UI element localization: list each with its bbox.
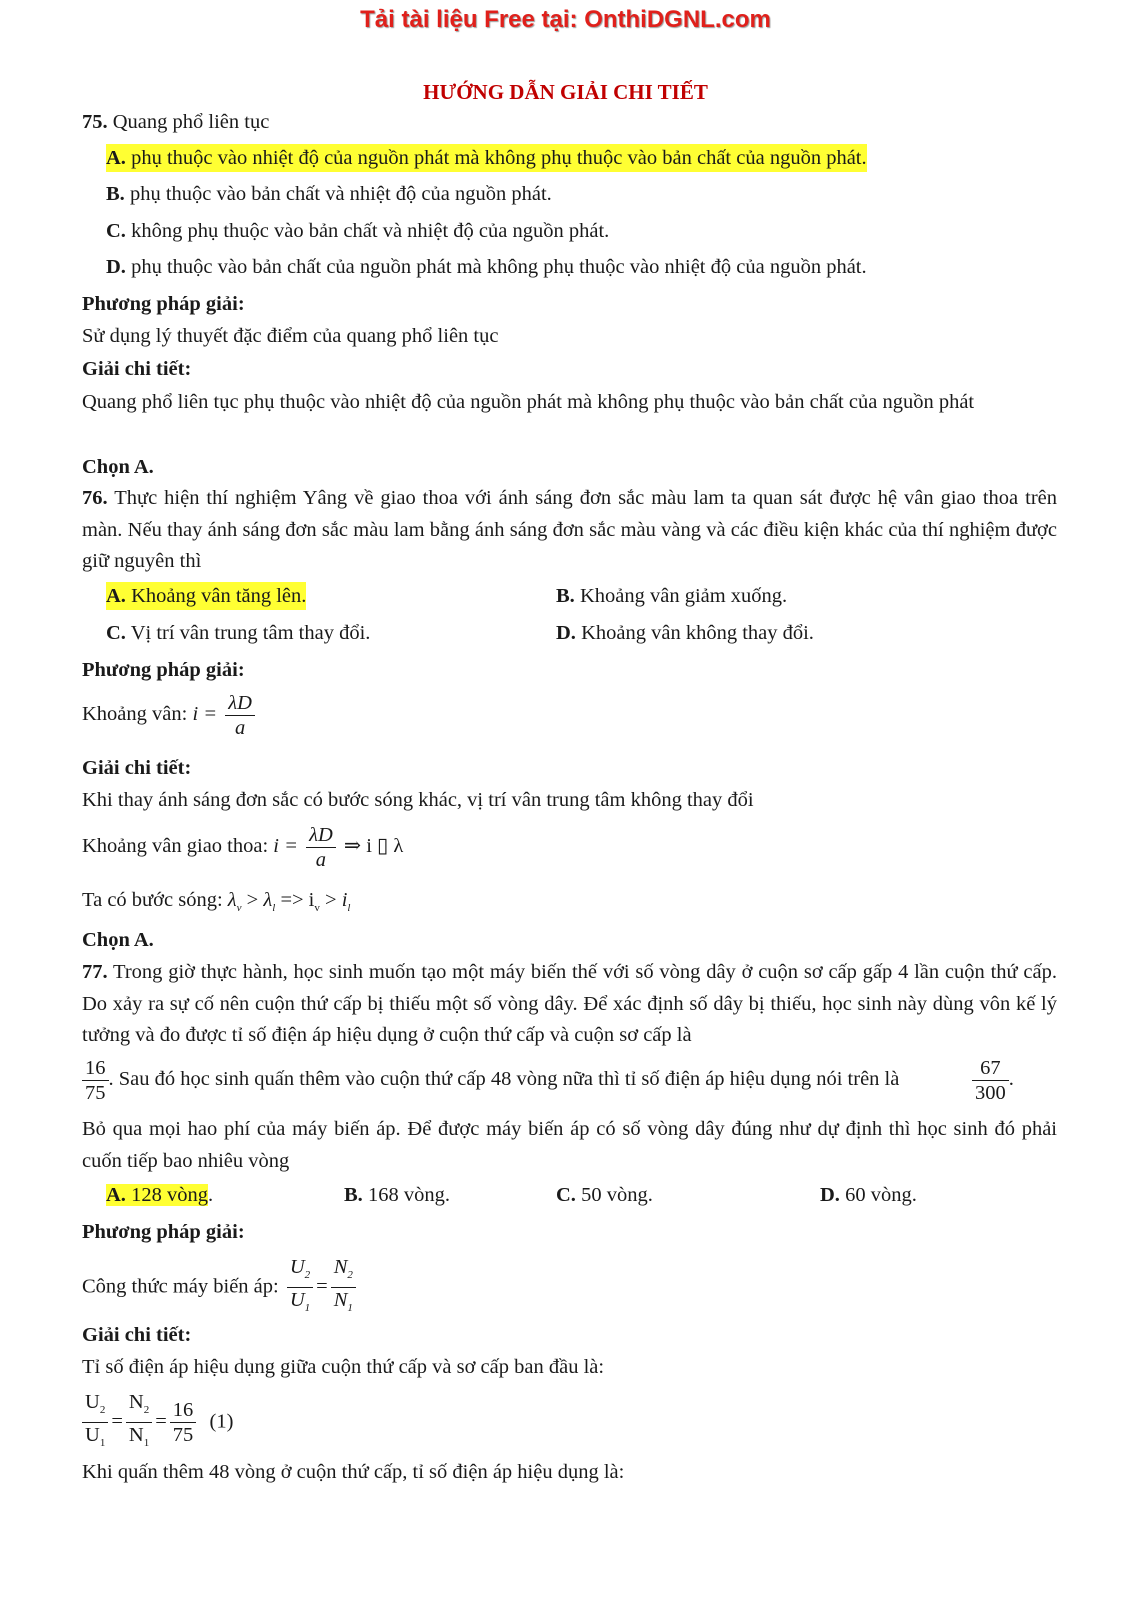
q75-text: Quang phổ liên tục <box>112 111 270 133</box>
q76-method-heading <box>82 656 245 684</box>
q77-detail-line1: Tỉ số điện áp hiệu dụng giữa cuộn thứ cấp và sơ cấp ban đầu là: <box>82 1356 605 1378</box>
q77-formula-n-fraction <box>331 1255 356 1320</box>
q75-question <box>82 108 269 136</box>
q76-formula-label: Khoảng vân: <box>82 703 188 725</box>
q76-i-l: i <box>341 889 348 911</box>
q76-detail-line2-label: Khoảng vân giao thoa: <box>82 835 269 857</box>
q77-u1-sub: 1 <box>304 1302 311 1315</box>
q77-ratio2-num: 67 <box>972 1056 1009 1081</box>
q77-eq1-ratio-num: 16 <box>170 1398 197 1423</box>
q77-formula: Công thức máy biến áp: $\frac{U_2}{U_1}$ = $\frac{N_2}{N_1}$ <box>82 1255 359 1320</box>
q77-ratio2-fraction <box>972 1056 1009 1105</box>
q77-ratio1-num: 16 <box>82 1056 109 1081</box>
q76-detail-line2-lhs: i = <box>273 835 298 857</box>
q76-detail-line2-fraction <box>306 823 336 872</box>
q76-detail-line1: Khi thay ánh sáng đơn sắc có bước sóng khác, vị trí vân trung tâm không thay đổi <box>82 789 754 811</box>
q76-number: 76. <box>82 487 108 509</box>
q77-ratio1 <box>82 1056 899 1105</box>
q75-option-b-text: phụ thuộc vào bản chất và nhiệt độ của nguồn phát. <box>129 183 552 205</box>
q76-sub-v2: v <box>314 902 320 915</box>
q76-formula <box>82 690 258 740</box>
q76-detail-line3-label: Ta có bước sóng: <box>82 889 223 911</box>
q75-option-c-text: không phụ thuộc vào bản chất và nhiệt độ của nguồn phát. <box>131 220 610 242</box>
q76-lambda-l: λ <box>263 889 273 911</box>
q77-u1: U <box>289 1289 305 1312</box>
q75-method-text: Sử dụng lý thuyết đặc điểm của quang phổ liên tục <box>82 325 499 347</box>
q77-detail-line2: Khi quấn thêm 48 vòng ở cuộn thứ cấp, tỉ số điện áp hiệu dụng là: <box>82 1461 625 1483</box>
q76-option-a <box>106 582 306 610</box>
q77-eq1-n2-sub: 2 <box>143 1404 150 1417</box>
q77-eq1-n-fraction <box>126 1390 152 1455</box>
q77-option-b-label: B. <box>344 1184 363 1206</box>
q77-option-c-label: C. <box>556 1184 576 1206</box>
q77-equation-1: $\frac{U_2}{U_1}$ = $\frac{N_2}{N_1}$ = $\frac{16}{75}$ (1) <box>82 1390 233 1455</box>
q77-question <box>82 957 1057 1052</box>
q77-option-d-text: 60 vòng. <box>845 1184 917 1206</box>
q76-option-c-label: C. <box>106 622 126 644</box>
q77-detail-heading-text: Giải chi tiết: <box>82 1324 192 1346</box>
q77-eq1-n2: N <box>128 1391 144 1413</box>
q76-option-c-text: Vị trí vân trung tâm thay đổi. <box>130 622 371 644</box>
q76-answer-text: Chọn A. <box>82 929 154 951</box>
q76-text: Thực hiện thí nghiệm Yâng về giao thoa với ánh sáng đơn sắc màu lam ta quan sát được hệ vân giao thoa trên màn. Nếu thay ánh sáng đơn sắc màu lam bằng ánh sáng đơn sắc màu vàng và các điều kiện khác của thí nghiệm được giữ nguyên thì <box>82 487 1057 572</box>
q75-method-heading-text: Phương pháp giải: <box>82 293 245 315</box>
q76-detail-heading-text: Giải chi tiết: <box>82 757 192 779</box>
q77-option-a: A. 128 vòng. <box>106 1184 214 1206</box>
q77-method-heading <box>82 1218 245 1246</box>
q76-sub-l2: l <box>347 902 351 915</box>
q76-detail-frac-num: λD <box>306 823 336 848</box>
q75-answer <box>82 453 154 481</box>
q77-eq1-n1: N <box>128 1424 144 1447</box>
q76-option-a-text: Khoảng vân tăng lên. <box>131 585 307 607</box>
q76-method-heading-text: Phương pháp giải: <box>82 659 245 681</box>
q76-sub-v: v <box>236 902 242 915</box>
q77-formula-u-fraction <box>287 1255 313 1320</box>
q76-implies: => i <box>275 889 315 911</box>
q77-eq1-ratio-den: 75 <box>172 1424 194 1447</box>
q75-option-b <box>106 180 552 208</box>
q75-detail-heading <box>82 355 191 383</box>
q75-number: 75. <box>82 111 108 133</box>
q77-n2: N <box>333 1256 348 1278</box>
q77-eq1-u2: U <box>85 1391 100 1413</box>
q76-frac-num: λD <box>225 691 255 716</box>
q76-gt-1: > <box>241 889 264 911</box>
q77-text-part2: . Sau đó học sinh quấn thêm vào cuộn thứ cấp 48 vòng nữa thì tỉ số điện áp hiệu dụng nói trên là <box>108 1068 900 1091</box>
q76-answer <box>82 926 154 954</box>
q75-option-c <box>106 217 609 245</box>
q75-method-heading <box>82 290 245 318</box>
q77-option-b <box>344 1181 450 1209</box>
q77-ratio1-fraction <box>82 1056 109 1105</box>
q77-ratio1-den: 75 <box>85 1082 106 1104</box>
q77-eq1-ratio-fraction <box>170 1398 197 1447</box>
q76-sub-l: l <box>272 902 276 915</box>
q76-option-c <box>106 619 370 647</box>
q76-frac-den: a <box>234 716 246 739</box>
q76-option-b <box>556 582 787 610</box>
q75-detail-text: Quang phổ liên tục phụ thuộc vào nhiệt độ của nguồn phát mà không phụ thuộc vào bản chất của nguồn phát <box>82 391 975 413</box>
q77-option-c-text: 50 vòng. <box>581 1184 653 1206</box>
page-title: HƯỚNG DẪN GIẢI CHI TIẾT <box>423 80 708 104</box>
q76-detail-frac-den: a <box>315 848 327 871</box>
q77-n2-sub: 2 <box>347 1269 353 1282</box>
q77-eq1-tag: (1) <box>209 1410 234 1433</box>
q77-u2-sub: 2 <box>304 1269 311 1282</box>
q77-option-a-text: 128 vòng <box>131 1184 208 1206</box>
q77-text-part3: Bỏ qua mọi hao phí của máy biến áp. Để được máy biến áp có số vòng dây đúng như dự định thì học sinh đó phải cuốn tiếp bao nhiêu vòng <box>82 1118 1057 1172</box>
q77-option-b-text: 168 vòng. <box>367 1184 450 1206</box>
q76-option-d-text: Khoảng vân không thay đổi. <box>581 622 814 644</box>
q75-option-a <box>106 144 867 172</box>
q75-option-a-text: phụ thuộc vào nhiệt độ của nguồn phát mà không phụ thuộc vào bản chất của nguồn phát. <box>131 147 867 169</box>
q76-question <box>82 483 1057 578</box>
q77-eq1-u1-sub: 1 <box>99 1437 106 1450</box>
q77-eq1-u1: U <box>85 1424 100 1447</box>
q75-detail-heading-text: Giải chi tiết: <box>82 358 192 380</box>
q77-u2: U <box>289 1256 305 1278</box>
q77-n1-sub: 1 <box>347 1302 353 1315</box>
q76-option-a-label: A. <box>106 585 126 607</box>
q77-ratio2-den: 300 <box>975 1082 1006 1104</box>
q76-detail-line3 <box>82 886 350 922</box>
q77-formula-label: Công thức máy biến áp: <box>82 1275 279 1298</box>
q77-eq1-u2-sub: 2 <box>99 1404 106 1417</box>
q75-option-d <box>106 253 867 281</box>
q77-eq1-n1-sub: 1 <box>143 1437 150 1450</box>
q76-formula-lhs: i = <box>192 703 218 725</box>
q77-option-d <box>820 1181 917 1209</box>
q77-number: 77. <box>82 961 108 983</box>
q76-option-b-label: B. <box>556 585 575 607</box>
q75-option-d-label: D. <box>106 256 126 278</box>
download-banner[interactable]: Tải tài liệu Free tại: OnthiDGNL.com <box>360 6 771 33</box>
q77-detail-heading <box>82 1321 191 1349</box>
q76-detail-line2 <box>82 822 403 872</box>
q76-lambda-v: λ <box>227 889 237 911</box>
q77-option-d-label: D. <box>820 1184 840 1206</box>
q76-option-d-label: D. <box>556 622 576 644</box>
q77-n1: N <box>333 1289 348 1312</box>
q76-gt-2: > <box>319 889 342 911</box>
q76-formula-fraction <box>225 691 255 740</box>
q77-ratio2: $\frac{67}{300}$ . <box>972 1056 1014 1105</box>
q77-method-heading-text: Phương pháp giải: <box>82 1221 245 1243</box>
q76-option-d <box>556 619 814 647</box>
q77-option-c <box>556 1181 653 1209</box>
q75-option-d-text: phụ thuộc vào bản chất của nguồn phát mà không phụ thuộc vào nhiệt độ của nguồn phát. <box>131 256 867 278</box>
q77-text-part1: Trong giờ thực hành, học sinh muốn tạo một máy biến thế với số vòng dây ở cuộn sơ cấp gấp 4 lần cuộn thứ cấp. Do xảy ra sự cố nên cuộn thứ cấp bị thiếu một số vòng dây. Để xác định số dây bị thiếu, học sinh này dùng vôn kế lý tưởng và đo được tỉ số điện áp hiệu dụng ở cuộn thứ cấp và cuộn sơ cấp là <box>82 961 1057 1046</box>
q77-option-a-label: A. <box>106 1184 126 1206</box>
q75-option-a-label: A. <box>106 147 126 169</box>
q75-option-c-label: C. <box>106 220 126 242</box>
q76-detail-heading <box>82 754 191 782</box>
q77-eq1-u-fraction <box>82 1390 108 1455</box>
q76-option-b-text: Khoảng vân giảm xuống. <box>579 585 788 607</box>
q76-detail-line2-tail: ⇒ i ▯ λ <box>343 835 404 857</box>
q75-answer-text: Chọn A. <box>82 456 154 478</box>
q75-option-b-label: B. <box>106 183 125 205</box>
